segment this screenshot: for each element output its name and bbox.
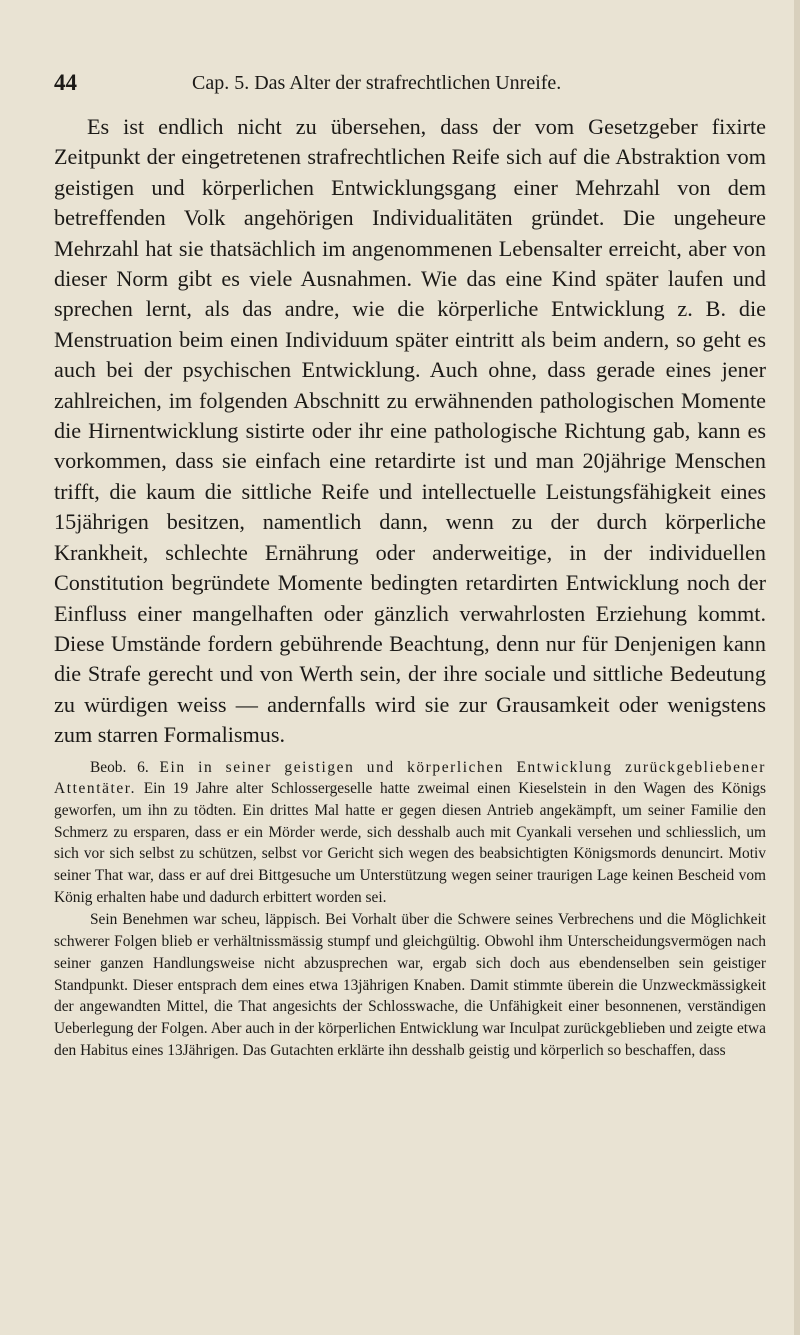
observation-paragraph [54, 757, 766, 909]
chapter-title: Cap. 5. Das Alter der strafrechtlichen Unreife. [192, 72, 562, 94]
observation-text-1: Ein 19 Jahre alter Schlossergeselle hatte zweimal einen Kieselstein in den Wagen des Königs geworfen, um ihn zu tödten. Ein drittes Mal hatte er gegen diesen Antrieb angekämpft, um seiner Familie den Schmerz zu ersparen, dass er ein Mörder werde, sich desshalb auch mit Cyankali versehen und schliesslich, um sich vor sich selbst zu schützen, selbst vor Gericht sich wegen des beabsichtigten Königsmords denuncirt. Motiv seiner That war, dass er auf drei Bittgesuche um Unterstützung wegen seiner traurigen Lage keinen Bescheid vom König erhalten habe und dadurch erbittert worden sei. [54, 780, 766, 906]
main-paragraph: Es ist endlich nicht zu übersehen, dass der vom Gesetzgeber fixirte Zeitpunkt der eingetretenen strafrechtlichen Reife sich auf die Abstraktion vom geistigen und körperlichen Entwicklungsgang einer Mehrzahl von dem betreffenden Volk angehörigen Individualitäten gründet. Die ungeheure Mehrzahl hat sie thatsächlich im angenommenen Lebensalter erreicht, aber von dieser Norm gibt es viele Ausnahmen. Wie das eine Kind später laufen und sprechen lernt, als das andre, wie die körperliche Entwicklung z. B. die Menstruation beim einen Individuum später eintritt als beim andern, so geht es auch bei der psychischen Entwicklung. Auch ohne, dass gerade eines jener zahlreichen, im folgenden Abschnitt zu erwähnenden pathologischen Momente die Hirnentwicklung sistirte oder ihr eine pathologische Richtung gab, kann es vorkommen, dass sie einfach eine retardirte ist und man 20jährige Menschen trifft, die kaum die sittliche Reife und intellectuelle Leistungsfähigkeit eines 15jährigen besitzen, namentlich dann, wenn zu der durch körperliche Krankheit, schlechte Ernährung oder anderweitige, in der individuellen Constitution begründete Momente bedingten retardirten Entwicklung noch der Einfluss einer mangelhaften oder gänzlich verwahrlosten Erziehung kommt. Diese Umstände fordern gebührende Beachtung, denn nur für Denjenigen kann die Strafe gerecht und von Werth sein, der ihre sociale und sittliche Bedeutung zu würdigen weiss — andernfalls wird sie zur Grausamkeit oder wenigstens zum starren Formalismus. [54, 114, 766, 748]
observation-paragraph-2: Sein Benehmen war scheu, läppisch. Bei Vorhalt über die Schwere seines Verbrechens und die Möglichkeit schwerer Folgen blieb er verhältnissmässig stumpf und gleichgültig. Obwohl ihm Unterscheidungsvermögen nach seiner ganzen Handlungsweise nicht abzusprechen war, ergab sich doch aus ebendenselben sein geistiger Standpunkt. Dieser entsprach dem eines etwa 13jährigen Knaben. Damit stimmte überein die Unzweckmässigkeit der angewandten Mittel, die That angesichts der Schlosswache, die Unfähigkeit einer besonnenen, verständigen Ueberlegung der Folgen. Aber auch in der körperlichen Entwicklung war Inculpat zurückgeblieben und zeigte etwa den Habitus eines 13Jährigen. Das Gutachten erklärte ihn desshalb geistig und körperlich so beschaffen, dass [54, 911, 766, 1059]
page-edge-shadow [794, 0, 800, 1335]
page-number: 44 [54, 70, 77, 95]
running-head [54, 66, 766, 100]
observation-label: Beob. 6. [90, 758, 149, 776]
observation-heading: Ein in seiner geistigen und körperlichen Entwicklung zurückgebliebener Attentäter. [54, 758, 766, 798]
